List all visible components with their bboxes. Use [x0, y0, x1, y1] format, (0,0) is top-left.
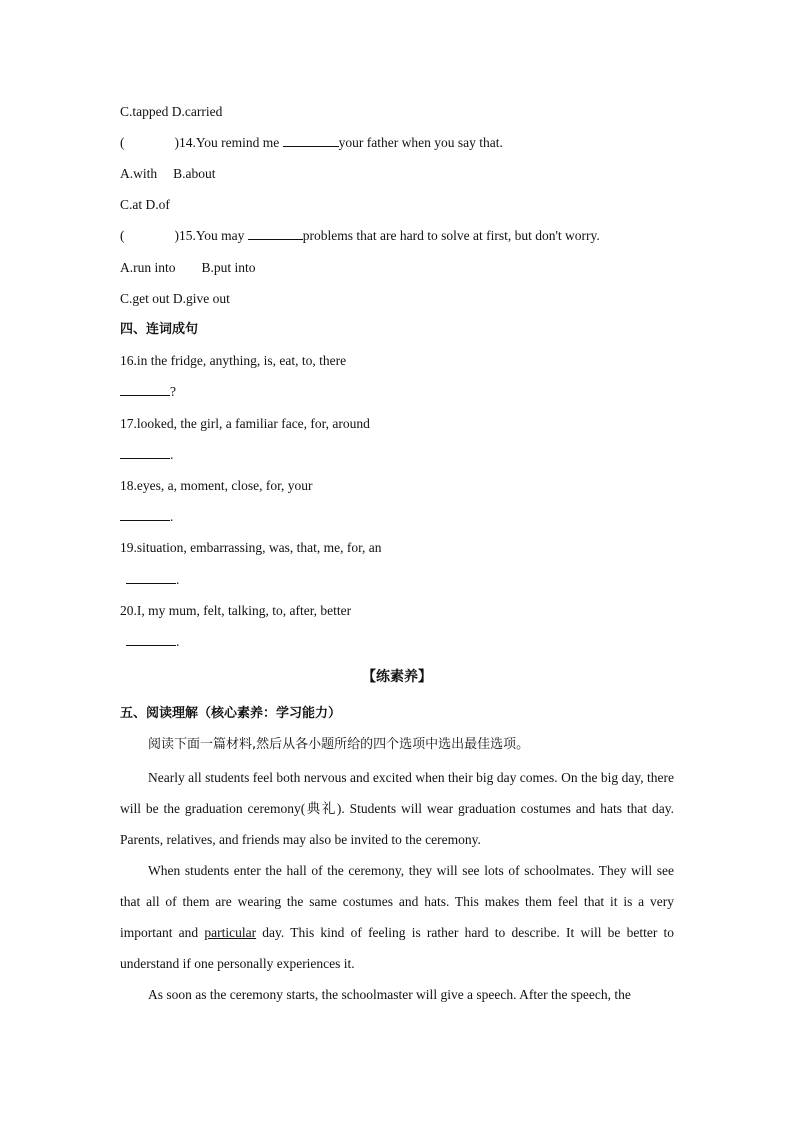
- q14-question: [120, 134, 503, 152]
- section5-instruction: 阅读下面一篇材料,然后从各小题所给的四个选项中选出最佳选项。: [148, 737, 530, 752]
- q18-prompt: 18.eyes, a, moment, close, for, your: [120, 478, 313, 493]
- q20-end-mark: .: [176, 634, 180, 649]
- section4-title: 四、连词成句: [120, 322, 199, 337]
- q18-blank[interactable]: [120, 508, 170, 521]
- q17-end-mark: .: [170, 447, 174, 462]
- q20-answer-line: [126, 633, 179, 651]
- q15-text-before: You may: [195, 228, 248, 243]
- q14-number: )14.: [174, 135, 196, 150]
- q15-options-ab: [120, 259, 256, 277]
- p2-before: When students enter the hall of the ceremony, they will see lots of schoolmates. They will see that all of them are wearing the same costumes and hats. This makes them feel that it is a very important and: [120, 863, 674, 940]
- q15-blank[interactable]: [248, 227, 303, 240]
- q13-options-cd: C.tapped D.carried: [120, 104, 223, 119]
- q18-end-mark: .: [170, 509, 174, 524]
- q15-text-after: problems that are hard to solve at first, but don't worry.: [302, 228, 600, 243]
- p2-underlined-word: particular: [204, 925, 257, 940]
- q15-open-paren: (: [120, 228, 125, 243]
- q19-blank[interactable]: [126, 571, 176, 584]
- passage-paragraph-3: As soon as the ceremony starts, the schoolmaster will give a speech. After the speech, the: [148, 987, 631, 1002]
- section5-title: 五、阅读理解（核心素养：学习能力）: [120, 706, 342, 721]
- q19-answer-line: [126, 571, 179, 589]
- q18-answer-line: [120, 508, 173, 526]
- q14-options-ab: [120, 165, 216, 183]
- reading-passage: [120, 762, 674, 1010]
- p2-after: day. This kind of feeling is rather hard to describe. It will be better to understand if one personally experiences it.: [120, 925, 675, 971]
- q14-text-before: You remind me: [195, 135, 283, 150]
- q19-end-mark: .: [176, 572, 180, 587]
- q20-prompt: 20.I, my mum, felt, talking, to, after, better: [120, 603, 352, 618]
- passage-paragraph-2: [120, 855, 674, 979]
- q17-answer-line: [120, 446, 173, 464]
- q15-question: [120, 227, 600, 245]
- q15-options-cd: C.get out D.give out: [120, 291, 230, 306]
- q15-number: )15.: [174, 228, 196, 243]
- q16-answer-line: [120, 383, 176, 401]
- q17-prompt: 17.looked, the girl, a familiar face, for, around: [120, 416, 370, 431]
- q15-option-b: B.put into: [201, 260, 256, 275]
- q19-prompt: 19.situation, embarrassing, was, that, me, for, an: [120, 540, 382, 555]
- q16-prompt: 16.in the fridge, anything, is, eat, to, there: [120, 353, 347, 368]
- q20-blank[interactable]: [126, 633, 176, 646]
- q14-option-a: A.with: [120, 166, 158, 181]
- q14-blank[interactable]: [283, 134, 339, 147]
- q16-blank[interactable]: [120, 383, 170, 396]
- q16-end-mark: ?: [170, 384, 176, 399]
- q14-open-paren: (: [120, 135, 125, 150]
- passage-paragraph-1: Nearly all students feel both nervous and excited when their big day comes. On the big day, there will be the graduation ceremony(典礼). Students will wear graduation costumes and hats that day. Parents, relatives, and friends may also be invited to the ceremony.: [120, 770, 674, 847]
- q15-option-a: A.run into: [120, 260, 176, 275]
- q14-options-cd: C.at D.of: [120, 197, 170, 212]
- q17-blank[interactable]: [120, 446, 170, 459]
- q14-option-b: B.about: [173, 166, 216, 181]
- q14-text-after: your father when you say that.: [338, 135, 503, 150]
- practice-header: 【练素养】: [362, 669, 432, 685]
